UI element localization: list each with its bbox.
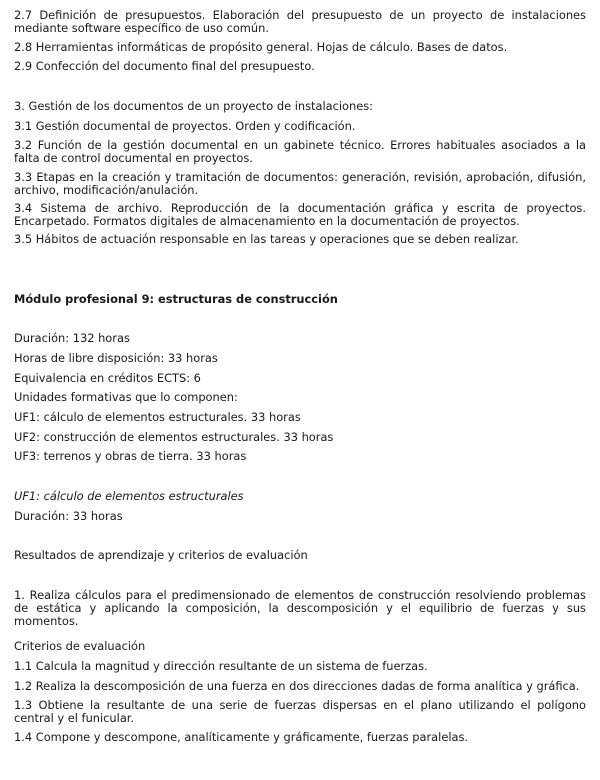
item-2-8: 2.8 Herramientas informáticas de propósito general. Hojas de cálculo. Bases de datos. — [14, 40, 508, 54]
results-heading: Resultados de aprendizaje y criterios de evaluación — [14, 548, 308, 562]
item-3-4: 3.4 Sistema de archivo. Reproducción de la documentación gráfica y escrita de proyectos. Encarpetado. Formatos digitales de almacenamiento en la documentación de proyectos. — [14, 201, 586, 228]
criterion-1-2: 1.2 Realiza la descomposición de una fuerza en dos direcciones dadas de forma analítica y gráfica. — [14, 679, 580, 693]
item-2-9: 2.9 Confección del documento final del presupuesto. — [14, 59, 315, 73]
module-unit-uf2: UF2: construcción de elementos estructurales. 33 horas — [14, 430, 334, 444]
module-unit-uf3: UF3: terrenos y obras de tierra. 33 horas — [14, 449, 247, 463]
module-ects: Equivalencia en créditos ECTS: 6 — [14, 371, 201, 385]
item-3-1: 3.1 Gestión documental de proyectos. Orden y codificación. — [14, 119, 356, 133]
criterion-1-4: 1.4 Compone y descompone, analíticamente y gráficamente, fuerzas paralelas. — [14, 730, 469, 744]
section-3-heading: 3. Gestión de los documentos de un proyecto de instalaciones: — [14, 99, 374, 113]
item-2-7: 2.7 Definición de presupuestos. Elaboración del presupuesto de un proyecto de instalaciones mediante software específico de uso común. — [14, 8, 586, 35]
criterion-1-3: 1.3 Obtiene la resultante de una serie de fuerzas dispersas en el plano utilizando el polígono central y el funicular. — [14, 698, 586, 725]
module-unit-uf1: UF1: cálculo de elementos estructurales. 33 horas — [14, 410, 301, 424]
item-3-3: 3.3 Etapas en la creación y tramitación de documentos: generación, revisión, aprobación, difusión, archivo, modificación/anulación. — [14, 170, 586, 197]
item-3-2: 3.2 Función de la gestión documental en un gabinete técnico. Errores habituales asociados a la falta de control documental en proyectos. — [14, 138, 586, 165]
module-title: Módulo profesional 9: estructuras de construcción — [14, 292, 338, 306]
module-units-label: Unidades formativas que lo componen: — [14, 390, 238, 404]
item-3-5: 3.5 Hábitos de actuación responsable en las tareas y operaciones que se deben realizar. — [14, 232, 519, 246]
module-duration: Duración: 132 horas — [14, 331, 130, 345]
module-free-hours: Horas de libre disposición: 33 horas — [14, 351, 218, 365]
uf1-duration: Duración: 33 horas — [14, 509, 123, 523]
learning-result-1: 1. Realiza cálculos para el predimensionado de elementos de construcción resolviendo problemas de estática y aplicando la composición, la descomposición y el equilibrio de fuerzas y sus momentos. — [14, 588, 586, 628]
uf1-title: UF1: cálculo de elementos estructurales — [14, 489, 244, 503]
criterion-1-1: 1.1 Calcula la magnitud y dirección resultante de un sistema de fuerzas. — [14, 659, 428, 673]
criteria-heading: Criterios de evaluación — [14, 639, 146, 653]
